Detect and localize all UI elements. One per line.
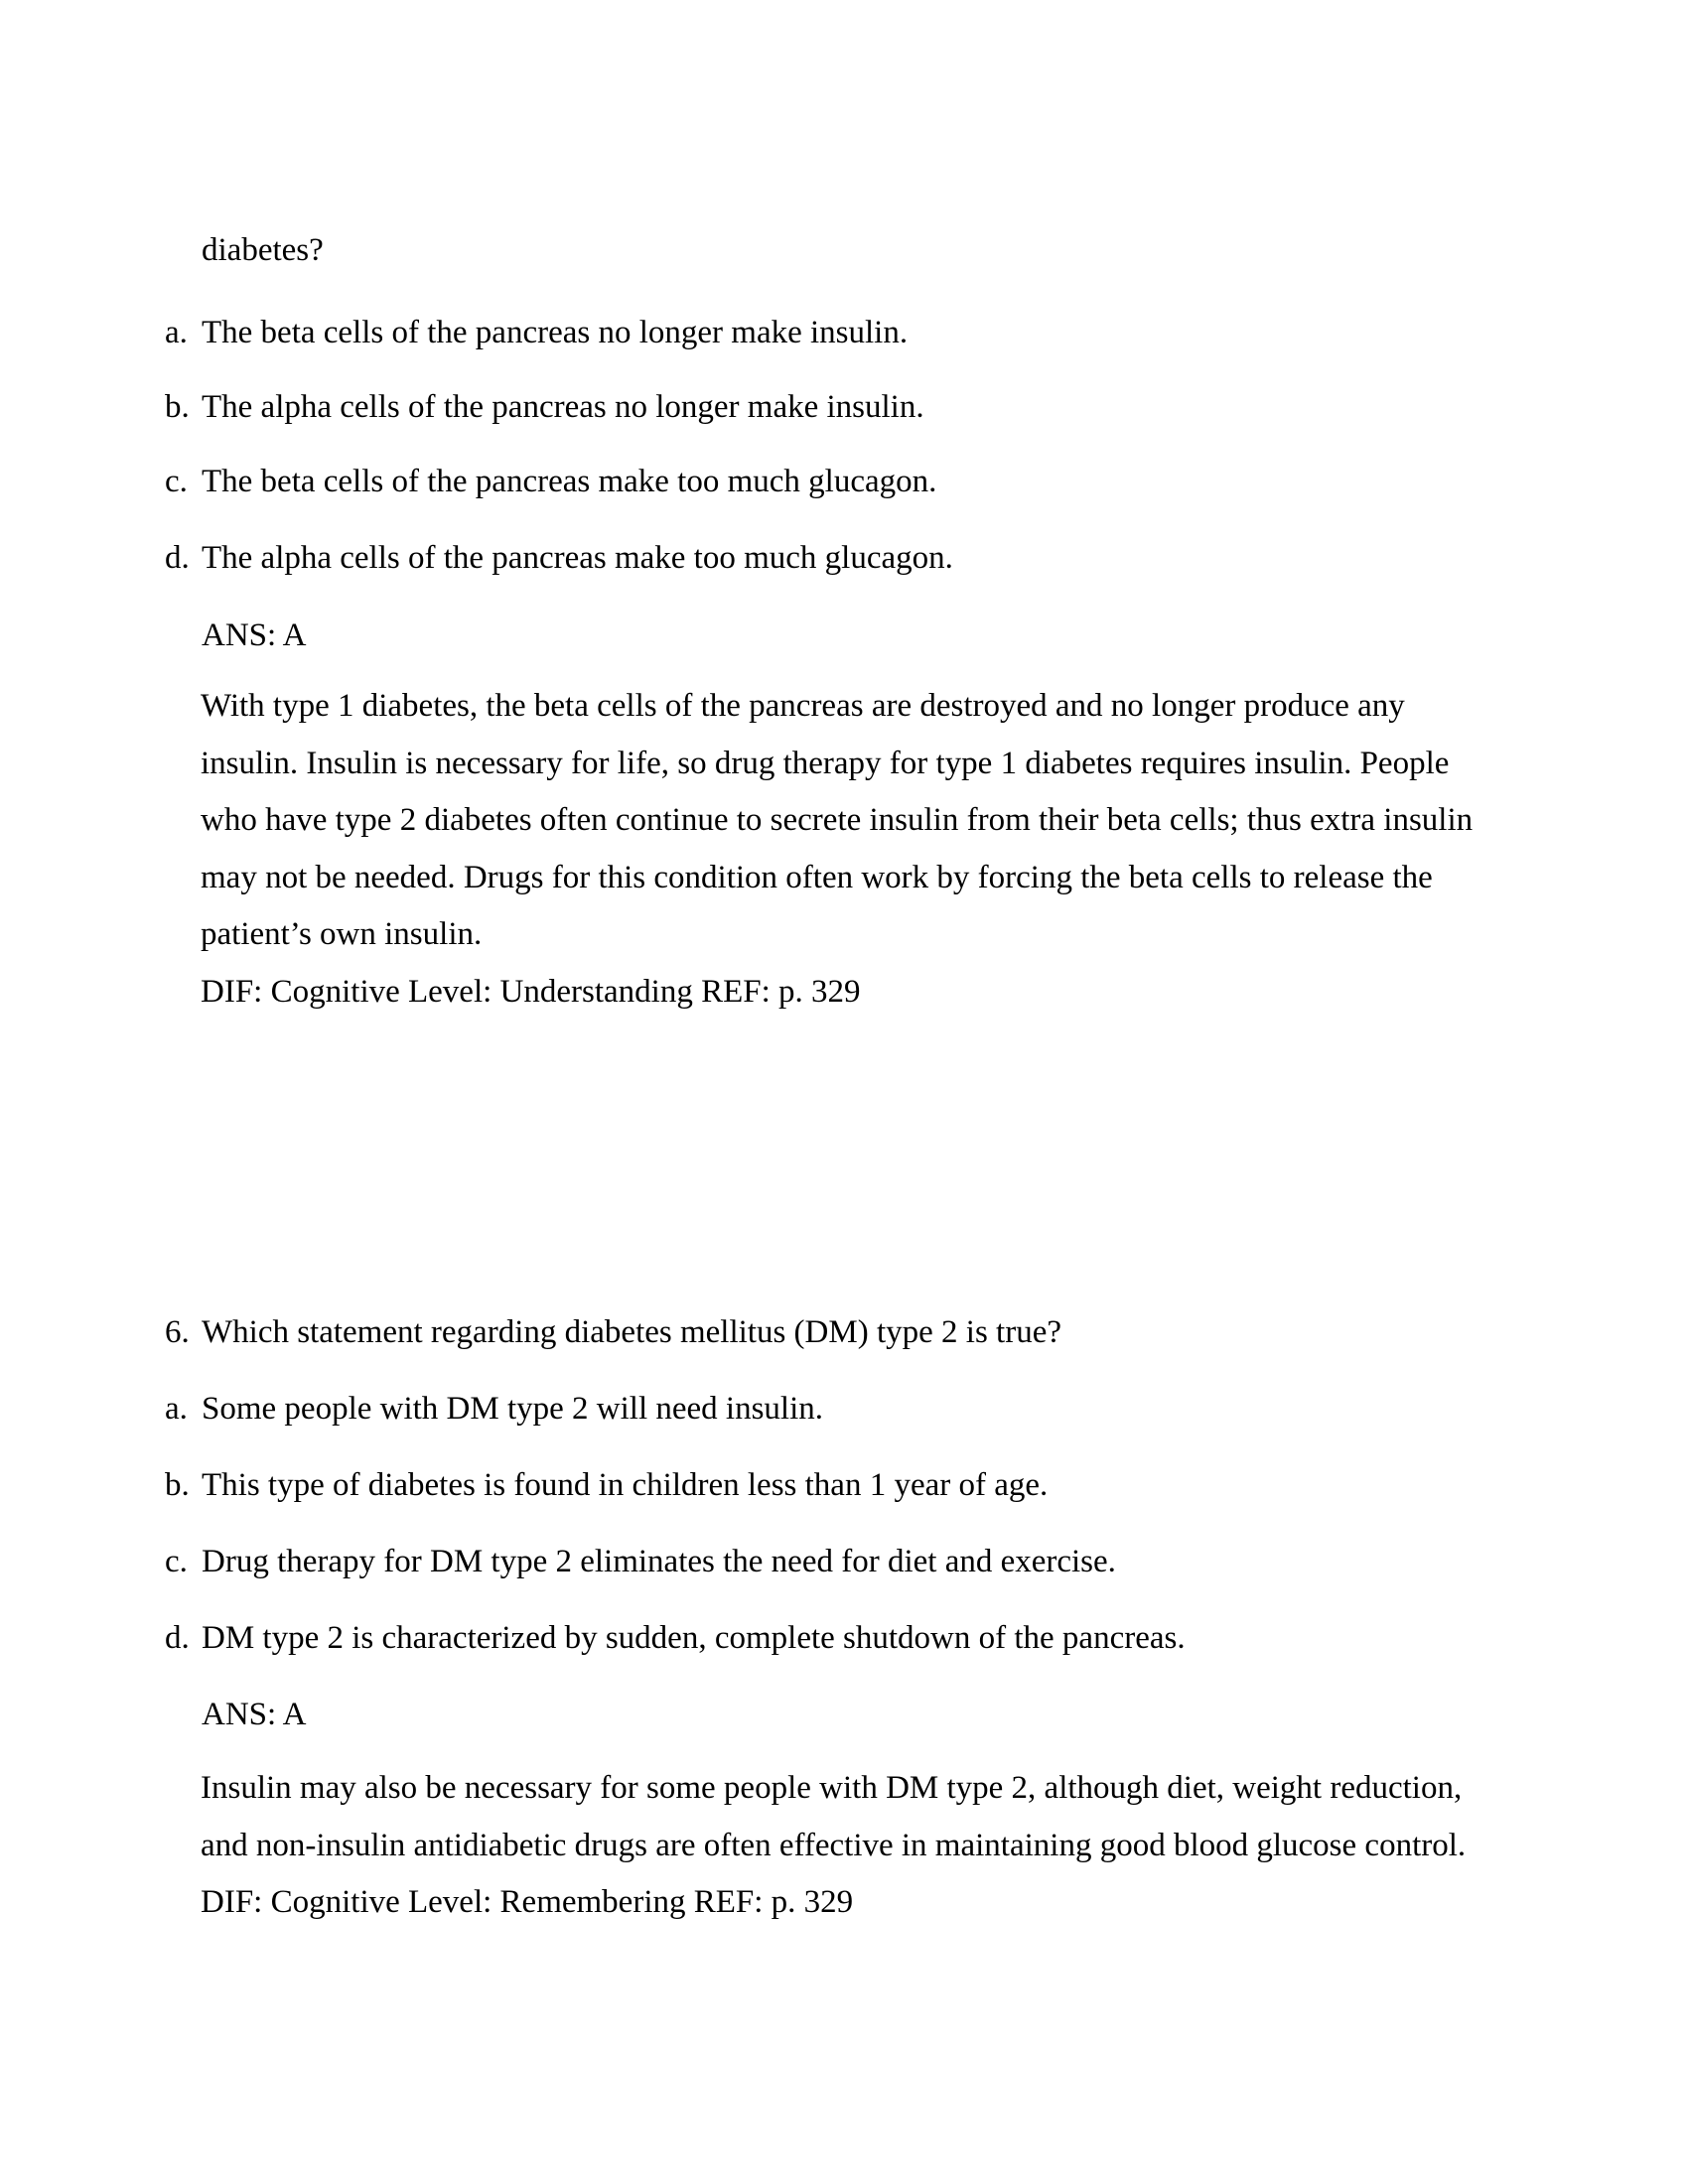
option-text: DM type 2 is characterized by sudden, complete shutdown of the pancreas.	[202, 1620, 1186, 1656]
rationale-line: who have type 2 diabetes often continue to secrete insulin from their beta cells; thus extra insulin	[201, 802, 1474, 838]
option-text: The alpha cells of the pancreas no longer make insulin.	[202, 389, 924, 425]
option-row	[165, 305, 908, 361]
option-text: The beta cells of the pancreas no longer make insulin.	[202, 315, 909, 350]
option-letter: d.	[165, 1620, 190, 1656]
option-text: Some people with DM type 2 will need insulin.	[202, 1391, 824, 1427]
answer-line: ANS: A	[202, 617, 307, 653]
rationale-line: patient’s own insulin.	[201, 916, 483, 952]
rationale-block	[201, 678, 1473, 1021]
option-text: The beta cells of the pancreas make too much glucagon.	[202, 464, 937, 499]
option-row	[165, 1534, 1116, 1590]
option-letter: c.	[165, 464, 188, 499]
option-row	[165, 530, 953, 587]
question-line	[165, 1304, 1061, 1361]
option-letter: b.	[165, 389, 190, 425]
option-row	[165, 454, 936, 510]
option-row	[165, 1381, 823, 1437]
rationale-line: may not be needed. Drugs for this condition often work by forcing the beta cells to release the	[201, 859, 1433, 895]
rationale-block	[201, 1760, 1466, 1932]
option-letter: d.	[165, 540, 190, 576]
rationale-line: and non-insulin antidiabetic drugs are often effective in maintaining good blood glucose control.	[201, 1827, 1467, 1863]
dif-line: DIF: Cognitive Level: Remembering REF: p. 329	[201, 1884, 854, 1920]
option-row	[165, 1457, 1048, 1514]
option-text: The alpha cells of the pancreas make too much glucagon.	[202, 540, 953, 576]
option-letter: b.	[165, 1467, 190, 1503]
question-text: Which statement regarding diabetes mellitus (DM) type 2 is true?	[202, 1314, 1061, 1350]
option-letter: a.	[165, 1391, 188, 1427]
option-text: Drug therapy for DM type 2 eliminates the need for diet and exercise.	[202, 1544, 1116, 1579]
option-row	[165, 379, 924, 436]
option-letter: c.	[165, 1544, 188, 1579]
option-text: This type of diabetes is found in children less than 1 year of age.	[202, 1467, 1049, 1503]
question-continuation-line: diabetes?	[202, 232, 324, 268]
rationale-line: insulin. Insulin is necessary for life, so drug therapy for type 1 diabetes requires insulin. People	[201, 745, 1450, 781]
answer-line: ANS: A	[202, 1697, 307, 1732]
question-number: 6.	[165, 1314, 190, 1350]
rationale-line: With type 1 diabetes, the beta cells of the pancreas are destroyed and no longer produce any	[201, 688, 1405, 724]
option-row	[165, 1610, 1186, 1667]
rationale-line: Insulin may also be necessary for some people with DM type 2, although diet, weight reduction,	[201, 1770, 1463, 1806]
option-letter: a.	[165, 315, 188, 350]
dif-line: DIF: Cognitive Level: Understanding REF: p. 329	[201, 973, 861, 1010]
